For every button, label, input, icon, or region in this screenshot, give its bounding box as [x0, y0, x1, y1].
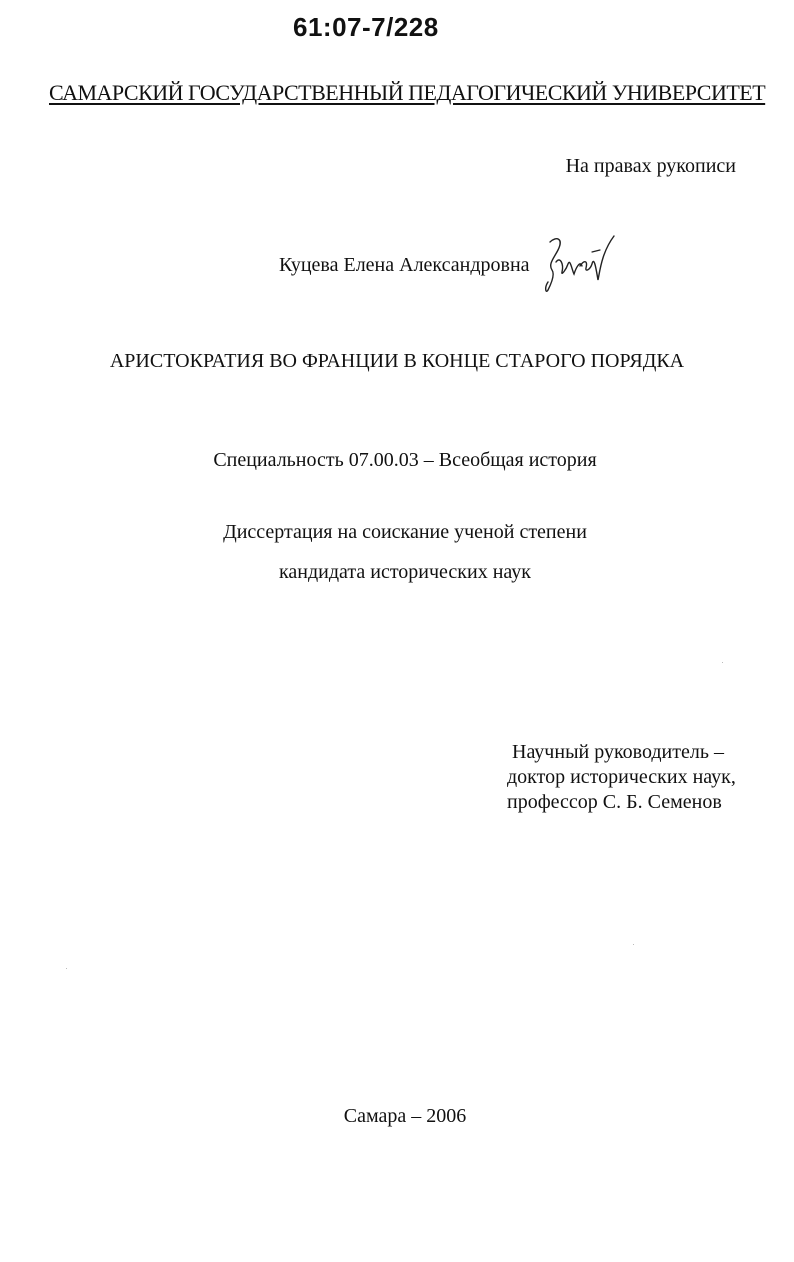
- advisor-degree: доктор исторических наук,: [507, 766, 736, 788]
- advisor-block: [507, 740, 736, 815]
- place-and-year: Самара – 2006: [343, 1105, 467, 1127]
- signature-icon: [540, 230, 620, 295]
- scan-speck: [66, 968, 67, 969]
- scan-speck: [722, 662, 723, 663]
- degree-line-1: Диссертация на соискание ученой степени: [223, 521, 587, 543]
- advisor-name: профессор С. Б. Семенов: [507, 791, 722, 813]
- author-name: Куцева Елена Александровна: [279, 254, 530, 276]
- specialty-line: Специальность 07.00.03 – Всеобщая история: [213, 449, 597, 471]
- advisor-role: Научный руководитель –: [512, 741, 724, 763]
- degree-line-2: кандидата исторических наук: [278, 561, 532, 583]
- manuscript-rights-label: На правах рукописи: [565, 155, 736, 177]
- catalog-number: 61:07-7/228: [293, 12, 439, 42]
- dissertation-title: АРИСТОКРАТИЯ ВО ФРАНЦИИ В КОНЦЕ СТАРОГО ПОРЯДКА: [109, 350, 685, 372]
- university-name: САМАРСКИЙ ГОСУДАРСТВЕННЫЙ ПЕДАГОГИЧЕСКИЙ УНИВЕРСИТЕТ: [49, 80, 766, 105]
- scan-speck: [633, 944, 634, 945]
